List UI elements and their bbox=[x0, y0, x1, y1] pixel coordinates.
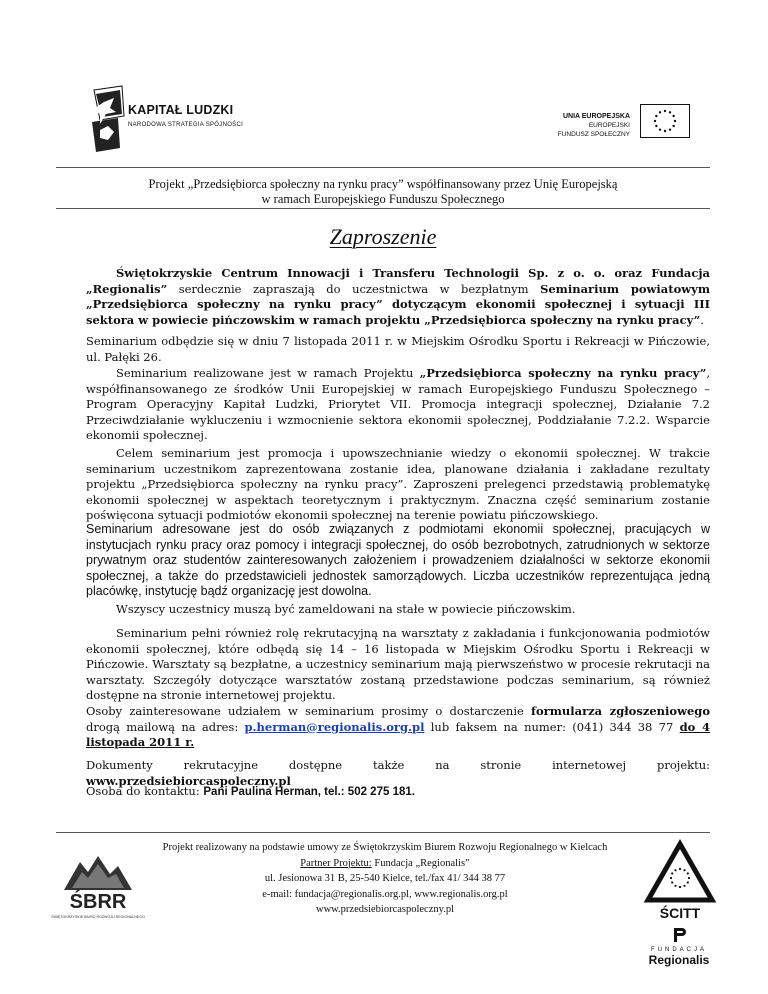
register-paragraph bbox=[86, 704, 710, 751]
place-paragraph: Seminarium odbędzie się w dniu 7 listopada 2011 r. w Miejskim Ośrodku Sportu i Rekreacji w Pińczowie, ul. Pałęki 26. bbox=[86, 334, 710, 364]
contact-label: Osoba do kontaktu: bbox=[86, 784, 204, 798]
kapital-ludzki-logo bbox=[88, 82, 258, 154]
workshops-paragraph: Seminarium pełni również rolę rekrutacyjną na warsztaty z zakładania i funkcjonowania podmiotów ekonomii społecznej, które odbędą się 14 – 16 listopada w Miejskim Ośrodku Sportu i Rekreacji w Pińczowie. Warsztaty są bezpłatne, a uczestnicy seminarium mają pierwszeństwo w procesie rekrutacji na warsztaty. Szczegóły dotyczące warsztatów zostaną przedstawione podczas seminarium, są również dostępne na stronie internetowej projektu. bbox=[86, 626, 710, 702]
star-icon bbox=[683, 869, 685, 871]
intro-paragraph bbox=[86, 266, 710, 328]
footer-partner-name: Fundacja „Regionalis” bbox=[371, 857, 470, 869]
intro-seminar: Seminarium powiatowym „Przedsiębiorca społeczny na rynku pracy” dotyczącym ekonomii społecznej i sytuacji III sektora w powiecie pińczowskim w ramach projektu „Przedsiębiorca społeczny na rynku pracy” bbox=[86, 281, 710, 327]
star-icon bbox=[671, 881, 673, 883]
star-icon bbox=[679, 886, 681, 888]
star-icon bbox=[674, 120, 676, 122]
footer-website: www.przedsiebiorcaspoleczny.pl bbox=[315, 904, 454, 915]
sbrr-logo bbox=[51, 848, 145, 928]
star-icon bbox=[672, 115, 674, 117]
footer-address: ul. Jesionowa 31 B, 25-540 Kielce, tel./fax 41/ 344 38 77 bbox=[264, 873, 506, 884]
residence-paragraph: Wszyscy uczestnicy muszą być zameldowani na stałe w powiecie pińczowskim. bbox=[116, 602, 576, 616]
eu-line2: EUROPEJSKI bbox=[588, 122, 630, 129]
star-icon bbox=[674, 885, 676, 887]
star-icon bbox=[659, 111, 661, 113]
contact-paragraph bbox=[86, 784, 710, 801]
star-icon bbox=[659, 128, 661, 130]
regionalis-name: Regionalis bbox=[648, 953, 710, 967]
register-text-3: lub faksem na numer: (041) 344 38 77 bbox=[424, 719, 680, 734]
regionalis-mark-icon bbox=[671, 928, 687, 942]
scitt-text: ŚCITT bbox=[659, 905, 701, 921]
eu-line3: FUNDUSZ SPOŁECZNY bbox=[557, 131, 630, 138]
scitt-logo bbox=[644, 838, 716, 928]
star-icon bbox=[670, 877, 672, 879]
footer-rule bbox=[56, 832, 710, 833]
register-deadline: do 4 listopada 2011 r. bbox=[86, 719, 710, 749]
funding-paragraph bbox=[86, 366, 710, 444]
project-header bbox=[60, 177, 706, 207]
footer-partner bbox=[130, 856, 640, 872]
docs-url[interactable]: www.przedsiebiorcaspoleczny.pl bbox=[86, 773, 291, 788]
star-icon bbox=[679, 868, 681, 870]
star-icon bbox=[669, 111, 671, 113]
eu-fund-label bbox=[540, 112, 630, 139]
star-icon bbox=[687, 872, 689, 874]
eu-line1: UNIA EUROPEJSKA bbox=[562, 113, 630, 120]
funding-project-name: „Przedsiębiorca społeczny na rynku pracy” bbox=[419, 366, 707, 380]
project-header-line2: w ramach Europejskiego Funduszu Społecznego bbox=[261, 192, 505, 206]
intro-end: . bbox=[700, 312, 704, 327]
funding-text-1: Seminarium realizowane jest w ramach Projektu bbox=[116, 366, 420, 380]
sbrr-subtext: ŚWIĘTOKRZYSKIE BIURO ROZWOJU REGIONALNEGO bbox=[51, 915, 145, 919]
star-icon bbox=[674, 869, 676, 871]
footer-partner-label: Partner Projektu: bbox=[300, 857, 372, 869]
intro-organizers: Świętokrzyskie Centrum Innowacji i Transferu Technologii Sp. z o. o. oraz Fundacja „Regionalis” bbox=[86, 266, 710, 296]
kapital-ludzki-subtitle: NARODOWA STRATEGIA SPÓJNOŚCI bbox=[128, 122, 244, 128]
project-header-line1: Projekt „Przedsiębiorca społeczny na rynku pracy” współfinansowany przez Unię Europejską bbox=[148, 177, 618, 191]
header-rule-bottom bbox=[56, 208, 710, 209]
footer-line1: Projekt realizowany na podstawie umowy ze Świętokrzyskim Biurem Rozwoju Regionalnego w Kielcach bbox=[162, 842, 608, 853]
star-icon bbox=[655, 115, 657, 117]
footer bbox=[130, 840, 640, 918]
star-icon bbox=[664, 130, 666, 132]
star-icon bbox=[654, 120, 656, 122]
star-icon bbox=[672, 125, 674, 127]
header-rule-top bbox=[56, 167, 710, 168]
eu-flag-icon bbox=[640, 104, 690, 138]
funding-text-2: , współfinansowanego ze środków Unii Europejskiej w ramach Europejskiego Funduszu Społecznego – Program Operacyjny Kapitał Ludzki, Priorytet VII. Promocja integracji społecznej, Działanie 7.2 Przeciwdziałanie wykluczeniu i wzmocnienie sektora ekonomii społecznej, Poddziałanie 7.2.2. Wsparcie ekonomii społecznej. bbox=[86, 366, 710, 442]
register-text-1: Osoby zainteresowane udziałem w seminarium prosimy o dostarczenie bbox=[86, 704, 532, 718]
contact-person: Pani Paulina Herman, tel.: 502 275 181. bbox=[203, 786, 415, 798]
page-title: Zaproszenie bbox=[329, 224, 437, 249]
goal-paragraph: Celem seminarium jest promocja i upowszechnianie wiedzy o ekonomii społecznej. W trakcie seminarium uczestnikom zaprezentowana zostanie idea, planowane działania i zakładane rezultaty projektu „Przedsiębiorca społeczny na rynku pracy”. Zaproszeni prelegenci przedstawią problematykę ekonomii społecznej w aspektach teoretycznym i praktycznym. Znaczna część seminarium zostanie poświęcona sytuacji podmiotów ekonomii społecznej na terenie powiatu pińczowskiego. bbox=[86, 446, 710, 522]
docs-text: Dokumenty rekrutacyjne dostępne także na stronie internetowej projektu: bbox=[86, 758, 710, 772]
star-icon bbox=[683, 885, 685, 887]
star-icon bbox=[669, 128, 671, 130]
star-icon bbox=[687, 881, 689, 883]
register-text-2: drogą mailową na adres: bbox=[86, 719, 245, 734]
regionalis-fund-label: FUNDACJA bbox=[650, 947, 707, 953]
kapital-ludzki-title: KAPITAŁ LUDZKI bbox=[128, 103, 234, 117]
audience-paragraph: Seminarium adresowane jest do osób związanych z podmiotami ekonomii społecznej, pracujących w instytucjach rynku pracy oraz pomocy i integracji społecznej, do osób bezrobotnych, zatrudnionych w sektorze prywatnym oraz studentów zainteresowanych założeniem i prowadzeniem działalności w sektorze ekonomii społecznej, a także do przedstawicieli jednostek samorządowych. Liczba uczestników reprezentująca jedną placówkę, instytucję bądź organizację jest dowolna. bbox=[86, 522, 710, 598]
star-icon bbox=[664, 110, 666, 112]
star-icon bbox=[671, 872, 673, 874]
star-icon bbox=[655, 125, 657, 127]
regionalis-logo bbox=[638, 928, 720, 968]
register-form: formularza zgłoszeniowego bbox=[531, 704, 710, 718]
register-email-link[interactable]: p.herman@regionalis.org.pl bbox=[244, 719, 425, 734]
footer-email: e-mail: fundacja@regionalis.org.pl, www.regionalis.org.pl bbox=[262, 888, 508, 900]
intro-text: serdecznie zapraszają do uczestnictwa w bezpłatnym bbox=[167, 281, 541, 296]
sbrr-text: ŚBRR bbox=[69, 891, 127, 913]
star-icon bbox=[688, 877, 690, 879]
